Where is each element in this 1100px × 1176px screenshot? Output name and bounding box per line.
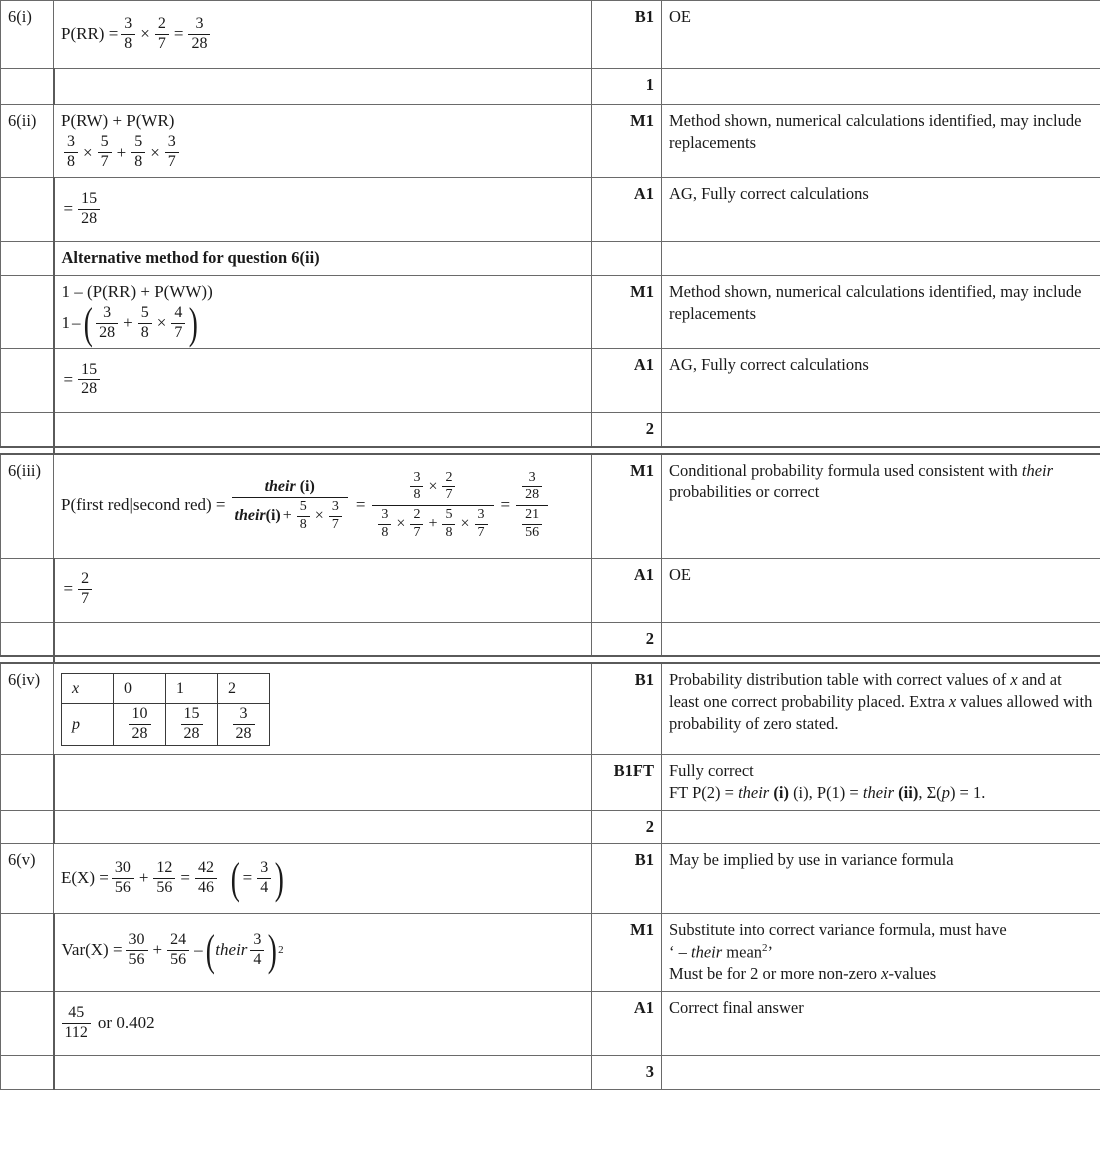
question-label-empty: [1, 69, 54, 105]
times-operator: ×: [140, 23, 150, 43]
guidance-oe: OE: [662, 1, 1100, 69]
fraction-30-56: $\frac{30}{56}$: [126, 932, 148, 969]
equals-operator: =: [355, 495, 366, 515]
their-word: their: [215, 940, 248, 960]
fraction-3-28-over-21-56: [516, 471, 548, 541]
exponent-2: 2: [762, 942, 768, 955]
guidance-text-cont: and at least one correct probability placed. Extra: [669, 670, 1062, 712]
fraction-10-28: $\frac{10}{28}$: [129, 706, 151, 743]
guidance-line-2: ‘ – their mean$^2$’: [669, 942, 774, 962]
fraction-3-8: $\frac{3}{8}$: [64, 134, 78, 171]
guidance-line-3: Must be for 2 or more non-zero x-values: [669, 964, 937, 984]
guidance-line-1: Substitute into correct variance formula, must have: [669, 920, 1007, 940]
guidance-empty: [662, 1056, 1100, 1090]
equals-operator: =: [180, 868, 191, 888]
p-variable: p: [941, 782, 950, 802]
question-label-empty: [1, 242, 54, 276]
question-label-6iii: 6(iii): [1, 454, 54, 559]
total-mark-1: 1: [592, 69, 662, 105]
fraction-2-7: $\frac{2}{7}$: [410, 508, 423, 540]
plus-operator: +: [116, 142, 127, 162]
working-alt-result: [54, 348, 592, 412]
times-operator: ×: [460, 514, 470, 532]
plus-operator: +: [282, 507, 292, 525]
expression-variance: [62, 919, 585, 981]
fraction-15-28: $\frac{15}{28}$: [78, 362, 100, 399]
minus-operator: –: [72, 313, 81, 333]
expression-eq-15-28: [62, 183, 585, 235]
table-row: [1, 992, 1100, 1056]
mark-empty: [592, 242, 662, 276]
guidance-text-cont: probabilities or correct: [669, 482, 820, 502]
table-row: [1, 558, 1100, 622]
working-6v-expectation: [54, 844, 592, 914]
x-variable: x: [881, 964, 889, 984]
table-row-total: [1, 412, 1100, 446]
fraction-5-8: $\frac{5}{8}$: [442, 508, 455, 540]
fraction-21-56: $\frac{21}{56}$: [522, 508, 542, 540]
mark-m1: M1: [592, 105, 662, 178]
fraction-2-7: $\frac{2}{7}$: [155, 16, 169, 53]
fraction-12-56: $\frac{12}{56}$: [153, 860, 175, 897]
guidance-ag-fully-correct: AG, Fully correct calculations: [662, 348, 1100, 412]
guidance-text: Probability distribution table with correct values of: [669, 670, 1011, 690]
guidance-ag-fully-correct: AG, Fully correct calculations: [662, 178, 1100, 242]
expression-final-answer: [62, 997, 585, 1049]
x-variable: x: [1010, 670, 1018, 690]
guidance-method-replacements: Method shown, numerical calculations identified, may include replacements: [662, 105, 1100, 178]
fraction-3-7: $\frac{3}{7}$: [165, 134, 179, 171]
table-row: [1, 178, 1100, 242]
dist-p-0: [114, 704, 166, 746]
fraction-3-7: $\frac{3}{7}$: [329, 500, 342, 532]
question-label-empty: [1, 348, 54, 412]
dist-row-p: [62, 704, 270, 746]
working-final-answer: [54, 992, 592, 1056]
fraction-2-7: $\frac{2}{7}$: [442, 471, 455, 503]
question-label-empty: [1, 275, 54, 348]
fraction-30-56: $\frac{30}{56}$: [112, 860, 134, 897]
times-operator: ×: [396, 514, 406, 532]
table-row-total: [1, 810, 1100, 844]
mark-b1: B1: [592, 844, 662, 914]
dist-row-x: [62, 674, 270, 704]
total-mark-2: 2: [592, 412, 662, 446]
question-label-empty: [1, 992, 54, 1056]
equals-operator: =: [242, 868, 253, 888]
guidance-conditional-probability: [662, 454, 1100, 559]
mark-m1: M1: [592, 454, 662, 559]
total-mark-2: 2: [592, 810, 662, 844]
their-word: their: [234, 507, 266, 525]
mark-m1: M1: [592, 914, 662, 992]
working-empty: [54, 755, 592, 811]
section-separator: [1, 656, 1100, 663]
working-result-15-28: [54, 178, 592, 242]
their-word: their: [862, 782, 895, 802]
question-label-empty: [1, 622, 54, 656]
dist-p-2: [218, 704, 270, 746]
minus-operator: –: [194, 940, 203, 960]
question-label-6iv: 6(iv): [1, 663, 54, 754]
their-word: their: [691, 942, 723, 962]
fraction-5-7: $\frac{5}{7}$: [98, 134, 112, 171]
fraction-5-8: $\frac{5}{8}$: [138, 305, 152, 342]
fraction-3-8: $\frac{3}{8}$: [410, 471, 423, 503]
fraction-3-4: $\frac{3}{4}$: [250, 932, 264, 969]
plus-operator: +: [428, 514, 438, 532]
prr-label: P(RR) =: [61, 23, 119, 43]
table-row: [1, 275, 1100, 348]
prw-label: P(RW) + P(WR): [61, 111, 175, 130]
fraction-3-28: $\frac{3}{28}$: [188, 16, 210, 53]
fraction-3-4: $\frac{3}{4}$: [257, 860, 271, 897]
exponent-2: 2: [278, 944, 284, 957]
guidance-empty: [662, 412, 1100, 446]
question-label-6ii: 6(ii): [1, 105, 54, 178]
their-word: their: [738, 782, 770, 802]
fraction-3-28: $\frac{3}{28}$: [96, 305, 118, 342]
expression-conditional-probability: [61, 460, 584, 552]
working-6ii: [54, 105, 592, 178]
fraction-3-28: $\frac{3}{28}$: [233, 706, 255, 743]
plus-operator: +: [152, 940, 163, 960]
equals-operator: =: [63, 198, 74, 218]
fraction-15-28: $\frac{15}{28}$: [181, 706, 203, 743]
section-separator: [1, 447, 1100, 454]
guidance-text: Conditional probability formula used consistent with: [669, 460, 1022, 480]
table-row-alt-heading: [1, 242, 1100, 276]
plus-operator: +: [138, 868, 149, 888]
table-row: [1, 755, 1100, 811]
guidance-text-end: values allowed with probability of zero stated.: [669, 692, 1093, 733]
mark-b1: B1: [592, 663, 662, 754]
question-label-empty: [1, 412, 54, 446]
ex-label: E(X) =: [61, 868, 109, 888]
part-i-ref: (i): [265, 507, 281, 525]
var-label: Var(X) =: [61, 940, 123, 960]
mark-a1: A1: [592, 348, 662, 412]
dist-header-x: x: [62, 674, 114, 704]
equals-operator: =: [173, 23, 184, 43]
guidance-substitute-variance: [662, 914, 1100, 992]
question-label-empty: [1, 558, 54, 622]
expression-prw: [61, 134, 584, 171]
fraction-15-28: $\frac{15}{28}$: [78, 191, 100, 228]
fraction-42-46: $\frac{42}{46}$: [195, 860, 217, 897]
table-row: [1, 105, 1100, 178]
guidance-empty: [662, 810, 1100, 844]
part-i-ref: (i): [299, 477, 315, 495]
expression-alt: [61, 298, 585, 348]
guidance-fully-correct-ft: [662, 755, 1100, 811]
question-label-empty: [1, 810, 54, 844]
fraction-3-8: $\frac{3}{8}$: [378, 508, 391, 540]
right-paren: ): [189, 298, 199, 348]
fraction-3-8: $\frac{3}{8}$: [121, 16, 135, 53]
their-word: their: [264, 477, 296, 495]
table-row: [1, 454, 1100, 559]
table-row: [1, 1, 1100, 69]
their-word: their: [1021, 460, 1054, 480]
question-label-6i: 6(i): [1, 1, 54, 69]
question-label-empty: [1, 178, 54, 242]
dist-x-2: 2: [218, 674, 270, 704]
total-mark-3: 3: [592, 1056, 662, 1090]
guidance-oe: OE: [662, 558, 1100, 622]
mark-a1: A1: [592, 992, 662, 1056]
question-label-empty: [1, 914, 54, 992]
guidance-fully-correct: Fully correct: [669, 761, 754, 781]
guidance-empty: [662, 622, 1100, 656]
times-operator: ×: [83, 142, 93, 162]
guidance-empty: [662, 242, 1100, 276]
left-paren: (: [205, 925, 215, 975]
question-label-6v: 6(v): [1, 844, 54, 914]
working-alt-method: [54, 275, 592, 348]
table-row-total: [1, 622, 1100, 656]
working-result-2-7: [54, 558, 592, 622]
or-decimal: or 0.402: [97, 1012, 155, 1032]
times-operator: ×: [314, 507, 324, 525]
fraction-3-7: $\frac{3}{7}$: [475, 508, 488, 540]
dist-header-p: p: [62, 704, 114, 746]
fraction-numeric-over-sum: [372, 471, 493, 541]
fraction-5-8: $\frac{5}{8}$: [297, 500, 310, 532]
working-empty: [54, 810, 592, 844]
plus-operator: +: [123, 313, 133, 333]
working-6iv: [54, 663, 592, 754]
working-6v-variance: [54, 914, 592, 992]
right-paren: ): [275, 853, 285, 903]
working-empty: [54, 412, 592, 446]
working-6iii: [54, 454, 592, 559]
fraction-5-8: $\frac{5}{8}$: [131, 134, 145, 171]
dist-x-0: 0: [114, 674, 166, 704]
alternative-method-heading: Alternative method for question 6(ii): [54, 242, 592, 276]
times-operator: ×: [156, 313, 167, 333]
mark-a1: A1: [592, 558, 662, 622]
expression-prr: [61, 6, 584, 62]
equals-operator: =: [500, 495, 511, 515]
guidance-ft-line: FT P(2) = their (i) (i), P(1) = their (ii), Σ(p) = 1.: [669, 782, 986, 802]
table-row: [1, 844, 1100, 914]
expression-eq-15-28: [62, 354, 585, 406]
alt-line1: 1 – (P(RR) + P(WW)): [61, 281, 213, 301]
guidance-implied-variance: May be implied by use in variance formula: [662, 844, 1100, 914]
working-empty: [54, 622, 592, 656]
guidance-method-replacements: Method shown, numerical calculations identified, may include replacements: [662, 275, 1100, 348]
mark-m1: M1: [592, 275, 662, 348]
dist-p-1: [166, 704, 218, 746]
total-mark-2: 2: [592, 622, 662, 656]
working-6i: [54, 1, 592, 69]
right-paren: ): [268, 925, 278, 975]
fraction-24-56: $\frac{24}{56}$: [167, 932, 189, 969]
fraction-4-7: $\frac{4}{7}$: [171, 305, 185, 342]
expression-eq-2-7: [62, 564, 585, 616]
times-operator: ×: [150, 142, 160, 162]
fraction-their-i-over-sum: [232, 479, 348, 533]
mark-a1: A1: [592, 178, 662, 242]
dist-x-1: 1: [166, 674, 218, 704]
mark-b1: B1: [592, 1, 662, 69]
equals-operator: =: [63, 369, 74, 389]
expression-expectation: [61, 849, 584, 907]
left-paren: (: [83, 298, 93, 348]
fraction-2-7: $\frac{2}{7}$: [78, 571, 92, 608]
guidance-correct-final-answer: Correct final answer: [662, 992, 1100, 1056]
working-empty: [54, 69, 592, 105]
working-empty: [54, 1056, 592, 1090]
table-row: [1, 348, 1100, 412]
fraction-45-112: $\frac{45}{112}$: [62, 1005, 91, 1042]
conditional-label: P(first red|second red) =: [61, 495, 226, 515]
question-label-empty: [1, 1056, 54, 1090]
table-row: [1, 914, 1100, 992]
table-row-total: [1, 69, 1100, 105]
left-paren: (: [230, 853, 240, 903]
question-label-empty: [1, 755, 54, 811]
table-row-total: [1, 1056, 1100, 1090]
guidance-distribution-table: [662, 663, 1100, 754]
table-row: [1, 663, 1100, 754]
equals-operator: =: [63, 579, 74, 599]
mark-b1ft: B1FT: [592, 755, 662, 811]
probability-distribution-table: [61, 673, 270, 746]
guidance-empty: [662, 69, 1100, 105]
times-operator: ×: [428, 477, 438, 495]
one: 1: [61, 313, 70, 333]
x-variable: x: [948, 692, 957, 712]
fraction-3-28: $\frac{3}{28}$: [522, 471, 542, 503]
